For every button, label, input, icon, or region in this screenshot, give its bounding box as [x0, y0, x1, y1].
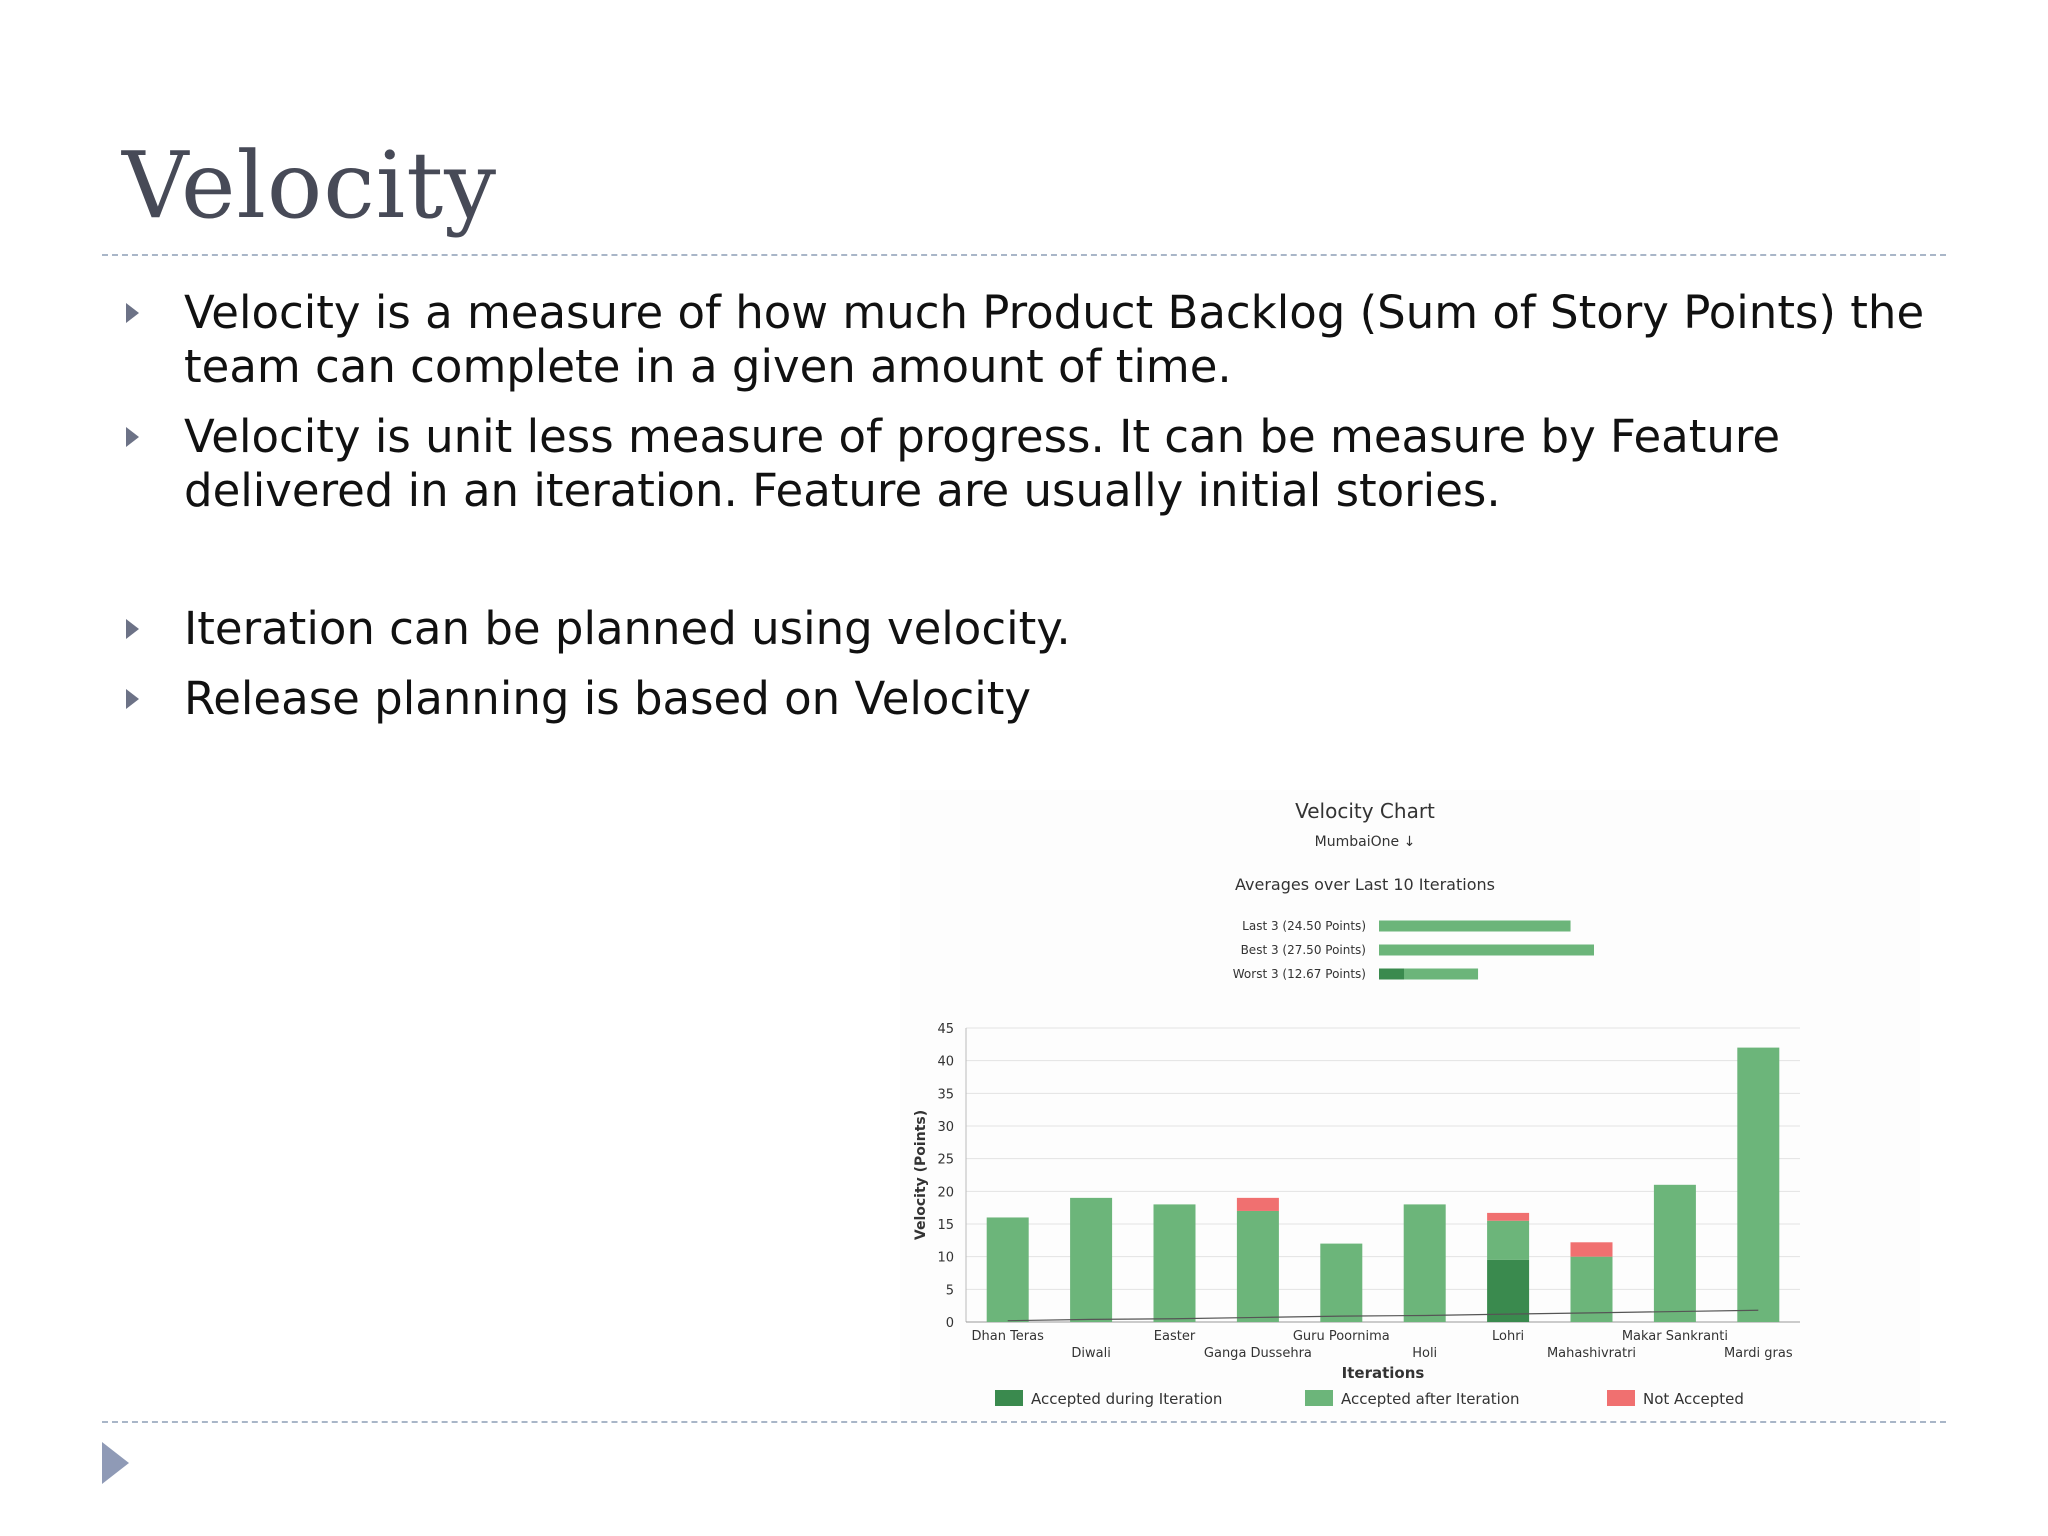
- x-tick-label: Dhan Teras: [971, 1329, 1044, 1344]
- title-divider: [102, 254, 1946, 256]
- bar-accepted-after: [987, 1217, 1029, 1322]
- chart-subtitle: MumbaiOne ↓: [1314, 834, 1416, 850]
- velocity-chart: [900, 790, 1920, 1420]
- average-bar: [1379, 921, 1571, 932]
- bar-not-accepted: [1571, 1242, 1613, 1256]
- y-tick-label: 10: [937, 1250, 954, 1266]
- legend-swatch: [1607, 1390, 1635, 1406]
- bullet-text: Velocity is a measure of how much Product Backlog (Sum of Story Points) the team can complete in a given amount of time.: [184, 286, 1925, 393]
- y-tick-label: 5: [945, 1283, 954, 1299]
- x-tick-label: Mardi gras: [1723, 1346, 1793, 1361]
- average-bar-accepted-during: [1379, 969, 1404, 980]
- bar-accepted-after: [1154, 1204, 1196, 1322]
- y-tick-label: 30: [937, 1120, 954, 1135]
- averages-heading: Averages over Last 10 Iterations: [1235, 875, 1495, 894]
- average-label: Worst 3 (12.67 Points): [1232, 967, 1366, 981]
- x-axis-label: Iterations: [1341, 1364, 1425, 1382]
- footer-divider: [102, 1421, 1946, 1423]
- bullet-text: Release planning is based on Velocity: [184, 672, 1031, 725]
- bar-not-accepted: [1237, 1198, 1279, 1211]
- legend-swatch: [995, 1390, 1023, 1406]
- bar-accepted-after: [1737, 1048, 1779, 1322]
- y-tick-label: 25: [937, 1152, 954, 1168]
- velocity-chart-svg: [900, 790, 1920, 1420]
- bar-accepted-after: [1654, 1185, 1696, 1322]
- legend-label: Accepted after Iteration: [1341, 1390, 1520, 1408]
- x-tick-label: Ganga Dussehra: [1203, 1346, 1312, 1361]
- y-tick-label: 15: [937, 1218, 954, 1233]
- bullet-arrow-icon: [126, 619, 139, 639]
- average-label: Last 3 (24.50 Points): [1242, 919, 1366, 933]
- bullet-arrow-icon: [126, 427, 139, 447]
- legend-swatch: [1305, 1390, 1333, 1406]
- average-bar: [1379, 945, 1594, 956]
- bar-accepted-after: [1070, 1198, 1112, 1322]
- x-tick-label: Holi: [1412, 1346, 1438, 1361]
- bullet-text: Velocity is unit less measure of progress. It can be measure by Feature delivered in an iteration. Feature are usually initial stories.: [184, 410, 1781, 517]
- bar-accepted-after: [1487, 1221, 1529, 1260]
- x-tick-label: Easter: [1153, 1329, 1196, 1344]
- bar-accepted-after: [1237, 1211, 1279, 1322]
- legend-label: Not Accepted: [1643, 1390, 1744, 1408]
- y-tick-label: 35: [937, 1087, 954, 1103]
- bar-accepted-during: [1487, 1260, 1529, 1322]
- x-tick-label: Diwali: [1071, 1346, 1111, 1361]
- bar-accepted-after: [1320, 1244, 1362, 1322]
- y-tick-label: 45: [937, 1022, 954, 1037]
- x-tick-label: Makar Sankranti: [1621, 1329, 1728, 1344]
- legend-label: Accepted during Iteration: [1031, 1390, 1223, 1408]
- trend-line: [1008, 1310, 1759, 1320]
- bullet-arrow-icon: [126, 303, 139, 323]
- x-tick-label: Mahashivratri: [1546, 1346, 1637, 1361]
- bullet-text: Iteration can be planned using velocity.: [184, 602, 1071, 655]
- y-tick-label: 40: [937, 1054, 954, 1070]
- x-tick-label: Guru Poornima: [1292, 1329, 1390, 1344]
- bullet-arrow-icon: [126, 689, 139, 709]
- y-axis-label: Velocity (Points): [913, 1109, 929, 1241]
- next-slide-arrow-icon[interactable]: [102, 1442, 129, 1484]
- x-tick-label: Lohri: [1492, 1329, 1525, 1344]
- average-label: Best 3 (27.50 Points): [1240, 943, 1366, 957]
- y-tick-label: 0: [945, 1316, 954, 1331]
- bar-not-accepted: [1487, 1213, 1529, 1221]
- bar-accepted-after: [1404, 1204, 1446, 1322]
- y-tick-label: 20: [937, 1185, 954, 1201]
- chart-title: Velocity Chart: [1295, 799, 1435, 823]
- slide-title: Velocity: [122, 132, 498, 239]
